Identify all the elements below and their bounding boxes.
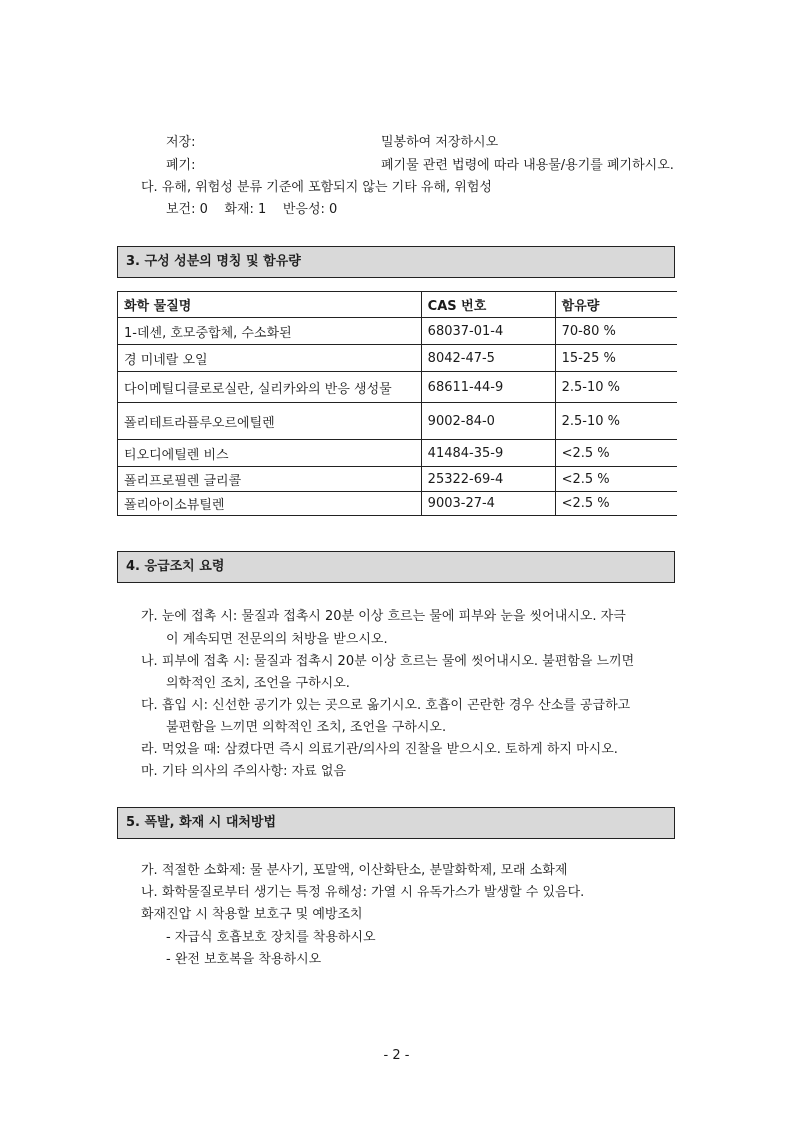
first-aid-eye-1: 가. 눈에 접촉 시: 물질과 접촉시 20분 이상 흐르는 물에 피부와 눈을 씻어내시오. 자극 xyxy=(141,609,626,624)
hazard-ratings: 보건: 0 화재: 1 반응성: 0 xyxy=(166,202,338,217)
other-hazards-heading: 다. 유해, 위험성 분류 기준에 포함되지 않는 기타 유해, 위험성 xyxy=(141,180,492,195)
header-content: 함유량 xyxy=(555,292,677,318)
content-range: 70-80 % xyxy=(555,318,677,345)
first-aid-inhale-1: 다. 흡입 시: 신선한 공기가 있는 곳으로 옮기시오. 호흡이 곤란한 경우 산소를 공급하고 xyxy=(141,698,631,713)
table-row xyxy=(118,345,678,372)
chemical-name: 폴리테트라플루오르에틸렌 xyxy=(118,403,422,440)
chemical-name: 폴리프로필렌 글리콜 xyxy=(118,467,422,492)
disposal-label: 폐기: xyxy=(166,158,196,173)
content-range: 2.5-10 % xyxy=(555,372,677,403)
disposal-value: 폐기물 관련 법령에 따라 내용물/용기를 폐기하시오. xyxy=(381,158,674,173)
storage-label: 저장: xyxy=(166,135,196,150)
table-row xyxy=(118,403,678,440)
chemical-name: 폴리아이소뷰틸렌 xyxy=(118,492,422,516)
first-aid-inhale-2: 불편함을 느끼면 의학적인 조치, 조언을 구하시오. xyxy=(166,720,447,735)
first-aid-skin-1: 나. 피부에 접촉 시: 물질과 접촉시 20분 이상 흐르는 물에 씻어내시오. 불편함을 느끼면 xyxy=(141,654,635,669)
firefighting-protection-item: - 완전 보호복을 착용하시오 xyxy=(166,952,322,967)
header-chemical-name: 화학 물질명 xyxy=(118,292,422,318)
firefighting-protection-item: - 자급식 호흡보호 장치를 착용하시오 xyxy=(166,930,376,945)
first-aid-ingestion: 라. 먹었을 때: 삼켰다면 즉시 의료기관/의사의 진찰을 받으시오. 토하게 하지 마시오. xyxy=(141,742,618,757)
cas-number: 9002-84-0 xyxy=(421,403,555,440)
extinguishing-media: 가. 적절한 소화제: 물 분사기, 포말액, 이산화탄소, 분말화학제, 모래 소화제 xyxy=(141,863,568,878)
header-cas-number: CAS 번호 xyxy=(421,292,555,318)
chemical-name: 경 미네랄 오일 xyxy=(118,345,422,372)
section-5-title: 5. 폭발, 화재 시 대처방법 xyxy=(117,807,675,839)
chemical-name: 티오디에틸렌 비스 xyxy=(118,440,422,467)
content-range: <2.5 % xyxy=(555,467,677,492)
cas-number: 41484-35-9 xyxy=(421,440,555,467)
table-row xyxy=(118,440,678,467)
composition-table xyxy=(117,291,677,516)
table-row xyxy=(118,318,678,345)
cas-number: 25322-69-4 xyxy=(421,467,555,492)
section-3-title: 3. 구성 성분의 명칭 및 함유량 xyxy=(117,246,675,278)
first-aid-physician-note: 마. 기타 의사의 주의사항: 자료 없음 xyxy=(141,764,346,779)
content-range: 2.5-10 % xyxy=(555,403,677,440)
cas-number: 9003-27-4 xyxy=(421,492,555,516)
specific-hazards: 나. 화학물질로부터 생기는 특정 유해성: 가열 시 유독가스가 발생할 수 있음다. xyxy=(141,885,585,900)
chemical-name: 다이메틸디클로로실란, 실리카와의 반응 생성물 xyxy=(118,372,422,403)
chemical-name: 1-데센, 호모중합체, 수소화된 xyxy=(118,318,422,345)
storage-value: 밀봉하여 저장하시오 xyxy=(381,135,499,150)
section-4-title: 4. 응급조치 요령 xyxy=(117,551,675,583)
table-row xyxy=(118,492,678,516)
page-number: - 2 - xyxy=(383,1048,410,1063)
firefighting-protection-heading: 화재진압 시 착용할 보호구 및 예방조치 xyxy=(141,907,363,922)
table-header-row xyxy=(118,292,678,318)
cas-number: 68611-44-9 xyxy=(421,372,555,403)
table-row xyxy=(118,372,678,403)
cas-number: 8042-47-5 xyxy=(421,345,555,372)
cas-number: 68037-01-4 xyxy=(421,318,555,345)
content-range: <2.5 % xyxy=(555,492,677,516)
first-aid-eye-2: 이 계속되면 전문의의 처방을 받으시오. xyxy=(166,632,388,647)
table-row xyxy=(118,467,678,492)
first-aid-skin-2: 의학적인 조치, 조언을 구하시오. xyxy=(166,676,350,691)
content-range: 15-25 % xyxy=(555,345,677,372)
content-range: <2.5 % xyxy=(555,440,677,467)
